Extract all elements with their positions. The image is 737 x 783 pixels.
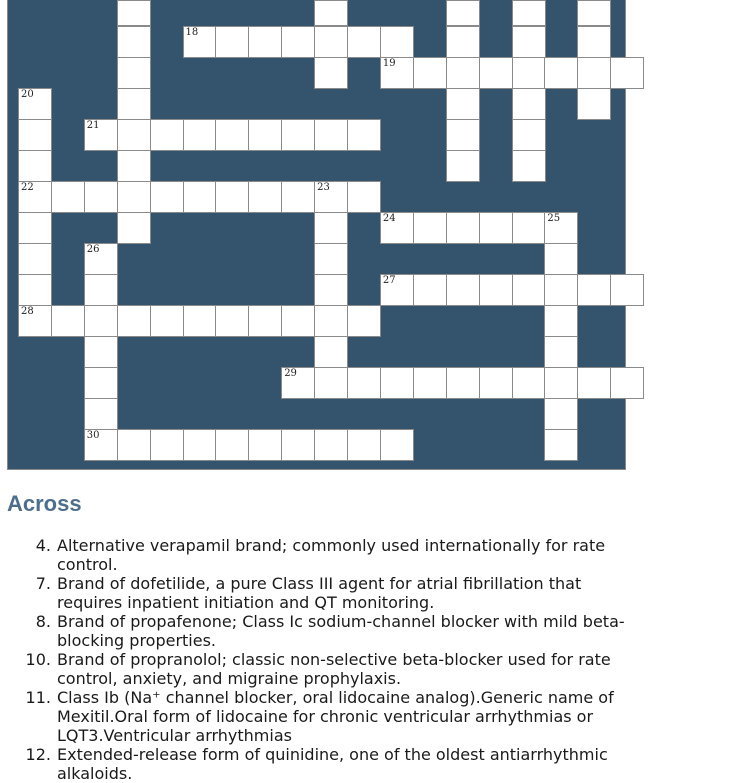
- grid-cell[interactable]: [215, 26, 249, 58]
- grid-cell[interactable]: [117, 305, 151, 337]
- grid-cell[interactable]: [479, 212, 513, 244]
- crossword-grid: [7, 0, 626, 470]
- grid-cell[interactable]: [281, 26, 315, 58]
- grid-cell[interactable]: [446, 212, 480, 244]
- grid-cell[interactable]: [446, 150, 480, 182]
- cell-number: 21: [86, 120, 100, 131]
- grid-cell[interactable]: [215, 429, 249, 461]
- grid-cell[interactable]: [479, 274, 513, 306]
- grid-cell[interactable]: [248, 305, 282, 337]
- cell-number: 30: [86, 430, 100, 441]
- cell-number: 18: [185, 27, 199, 38]
- clue-item: [0, 650, 737, 688]
- grid-cell[interactable]: [413, 367, 447, 399]
- grid-cell[interactable]: [281, 305, 315, 337]
- grid-cell[interactable]: [18, 150, 52, 182]
- cell-number: 28: [21, 306, 34, 317]
- grid-cell[interactable]: [512, 57, 546, 89]
- cell-number: 27: [382, 275, 396, 286]
- grid-cell[interactable]: [281, 181, 315, 213]
- grid-cell[interactable]: [544, 367, 578, 399]
- grid-cell[interactable]: [314, 336, 348, 368]
- clue-text: Brand of propranolol; classic non-selective beta-blocker used for rate control, anxiety, and migraine prophylaxis.: [57, 650, 611, 688]
- grid-cell[interactable]: [18, 119, 52, 151]
- clue-text: Brand of propafenone; Class Ic sodium-channel blocker with mild beta-blocking properties.: [57, 612, 625, 650]
- grid-cell[interactable]: [446, 367, 480, 399]
- grid-cell[interactable]: [248, 26, 282, 58]
- grid-cell[interactable]: [380, 429, 414, 461]
- grid-cell[interactable]: [413, 212, 447, 244]
- grid-cell[interactable]: [577, 26, 611, 58]
- grid-cell[interactable]: [512, 367, 546, 399]
- grid-cell[interactable]: [215, 181, 249, 213]
- clue-text: Extended-release form of quinidine, one of the oldest antiarrhythmic alkaloids.: [57, 745, 608, 783]
- grid-cell[interactable]: [84, 119, 118, 151]
- cell-number: 23: [317, 182, 330, 193]
- grid-cell[interactable]: [314, 57, 348, 89]
- grid-cell[interactable]: [544, 243, 578, 275]
- grid-cell[interactable]: [479, 57, 513, 89]
- grid-cell[interactable]: [544, 57, 578, 89]
- grid-cell[interactable]: [84, 429, 118, 461]
- grid-cell[interactable]: [512, 119, 546, 151]
- grid-cell[interactable]: [183, 26, 217, 58]
- clue-text: Alternative verapamil brand; commonly used internationally for rate control.: [57, 536, 606, 574]
- grid-cell[interactable]: [51, 305, 85, 337]
- grid-cell[interactable]: [51, 181, 85, 213]
- clue-number: 12.: [25, 745, 51, 764]
- grid-cell[interactable]: [610, 274, 644, 306]
- grid-cell[interactable]: [150, 181, 184, 213]
- grid-cell[interactable]: [544, 429, 578, 461]
- grid-cell[interactable]: [544, 274, 578, 306]
- grid-cell[interactable]: [380, 212, 414, 244]
- grid-cell[interactable]: [84, 398, 118, 430]
- clue-item: [0, 688, 737, 745]
- grid-cell[interactable]: [314, 181, 348, 213]
- grid-cell[interactable]: [183, 429, 217, 461]
- grid-cell[interactable]: [117, 0, 151, 26]
- grid-cell[interactable]: [512, 274, 546, 306]
- grid-cell[interactable]: [314, 243, 348, 275]
- grid-cell[interactable]: [347, 26, 381, 58]
- grid-cell[interactable]: [84, 181, 118, 213]
- grid-cell[interactable]: [150, 429, 184, 461]
- clue-number: 10.: [25, 650, 51, 669]
- clue-item: [0, 612, 737, 650]
- clue-number: 4.: [35, 536, 51, 555]
- grid-cell[interactable]: [215, 119, 249, 151]
- clue-number: 7.: [35, 574, 51, 593]
- grid-cell[interactable]: [544, 305, 578, 337]
- grid-cell[interactable]: [446, 57, 480, 89]
- clue-number: 11.: [25, 688, 51, 707]
- clue-text: Brand of dofetilide, a pure Class III agent for atrial fibrillation that requires inpatient initiation and QT monitoring.: [57, 574, 582, 612]
- clue-text: Class Ib (Na⁺ channel blocker, oral lidocaine analog).Generic name of Mexitil.Oral form of lidocaine for chronic ventricular arrhythmias or LQT3.Ventricular arrhythmias: [57, 688, 614, 745]
- grid-cell[interactable]: [84, 243, 118, 275]
- grid-cell[interactable]: [512, 212, 546, 244]
- grid-cell[interactable]: [347, 367, 381, 399]
- grid-cell[interactable]: [314, 26, 348, 58]
- grid-cell[interactable]: [150, 305, 184, 337]
- grid-cell[interactable]: [84, 367, 118, 399]
- cell-number: 25: [547, 213, 561, 224]
- grid-cell[interactable]: [446, 26, 480, 58]
- grid-cell[interactable]: [18, 243, 52, 275]
- grid-cell[interactable]: [248, 119, 282, 151]
- grid-cell[interactable]: [215, 305, 249, 337]
- grid-cell[interactable]: [512, 88, 546, 120]
- grid-cell[interactable]: [18, 88, 52, 120]
- grid-cell[interactable]: [347, 119, 381, 151]
- clue-item: [0, 536, 737, 574]
- grid-cell[interactable]: [117, 429, 151, 461]
- grid-cell[interactable]: [577, 57, 611, 89]
- grid-cell[interactable]: [314, 305, 348, 337]
- cell-number: 26: [86, 244, 100, 255]
- grid-cell[interactable]: [380, 367, 414, 399]
- grid-cell[interactable]: [544, 398, 578, 430]
- grid-cell[interactable]: [18, 212, 52, 244]
- grid-cell[interactable]: [18, 181, 52, 213]
- grid-cell[interactable]: [380, 26, 414, 58]
- grid-cell[interactable]: [281, 429, 315, 461]
- grid-cell[interactable]: [150, 119, 184, 151]
- grid-cell[interactable]: [117, 150, 151, 182]
- grid-cell[interactable]: [281, 367, 315, 399]
- cell-number: 19: [382, 58, 396, 69]
- grid-cell[interactable]: [84, 274, 118, 306]
- grid-cell[interactable]: [577, 0, 611, 26]
- grid-cell[interactable]: [512, 26, 546, 58]
- grid-cell[interactable]: [544, 336, 578, 368]
- grid-cell[interactable]: [117, 88, 151, 120]
- grid-cell[interactable]: [281, 119, 315, 151]
- grid-cell[interactable]: [380, 274, 414, 306]
- grid-cell[interactable]: [18, 274, 52, 306]
- grid-cell[interactable]: [577, 88, 611, 120]
- grid-cell[interactable]: [314, 429, 348, 461]
- grid-cell[interactable]: [183, 305, 217, 337]
- across-heading: Across: [7, 491, 82, 516]
- grid-cell[interactable]: [380, 57, 414, 89]
- grid-cell[interactable]: [84, 305, 118, 337]
- clue-item: [0, 745, 737, 783]
- cell-number: 22: [21, 182, 34, 193]
- grid-cell[interactable]: [117, 119, 151, 151]
- grid-cell[interactable]: [347, 305, 381, 337]
- cell-number: 20: [21, 89, 34, 100]
- grid-cell[interactable]: [248, 429, 282, 461]
- grid-cell[interactable]: [446, 88, 480, 120]
- grid-cell[interactable]: [18, 305, 52, 337]
- grid-cell[interactable]: [512, 150, 546, 182]
- clue-number: 8.: [35, 612, 51, 631]
- grid-cell[interactable]: [314, 119, 348, 151]
- cell-number: 29: [284, 368, 297, 379]
- grid-cell[interactable]: [347, 429, 381, 461]
- grid-cell[interactable]: [347, 181, 381, 213]
- grid-cell[interactable]: [117, 26, 151, 58]
- grid-cell[interactable]: [610, 57, 644, 89]
- grid-cell[interactable]: [413, 57, 447, 89]
- grid-cell[interactable]: [117, 212, 151, 244]
- grid-cell[interactable]: [314, 274, 348, 306]
- grid-cell[interactable]: [314, 0, 348, 26]
- grid-cell[interactable]: [314, 367, 348, 399]
- grid-cell[interactable]: [544, 212, 578, 244]
- grid-cell[interactable]: [117, 181, 151, 213]
- grid-cell[interactable]: [248, 181, 282, 213]
- grid-cell[interactable]: [446, 119, 480, 151]
- grid-cell[interactable]: [446, 274, 480, 306]
- cell-number: 24: [382, 213, 396, 224]
- grid-cell[interactable]: [446, 0, 480, 26]
- grid-cell[interactable]: [610, 367, 644, 399]
- grid-cell[interactable]: [413, 274, 447, 306]
- grid-cell[interactable]: [577, 274, 611, 306]
- grid-cell[interactable]: [577, 367, 611, 399]
- across-clue-list: [0, 536, 737, 783]
- grid-cell[interactable]: [512, 0, 546, 26]
- grid-cell[interactable]: [314, 212, 348, 244]
- grid-cell[interactable]: [117, 57, 151, 89]
- grid-cell[interactable]: [183, 181, 217, 213]
- clue-item: [0, 574, 737, 612]
- grid-cell[interactable]: [479, 367, 513, 399]
- grid-cell[interactable]: [183, 119, 217, 151]
- grid-cell[interactable]: [84, 336, 118, 368]
